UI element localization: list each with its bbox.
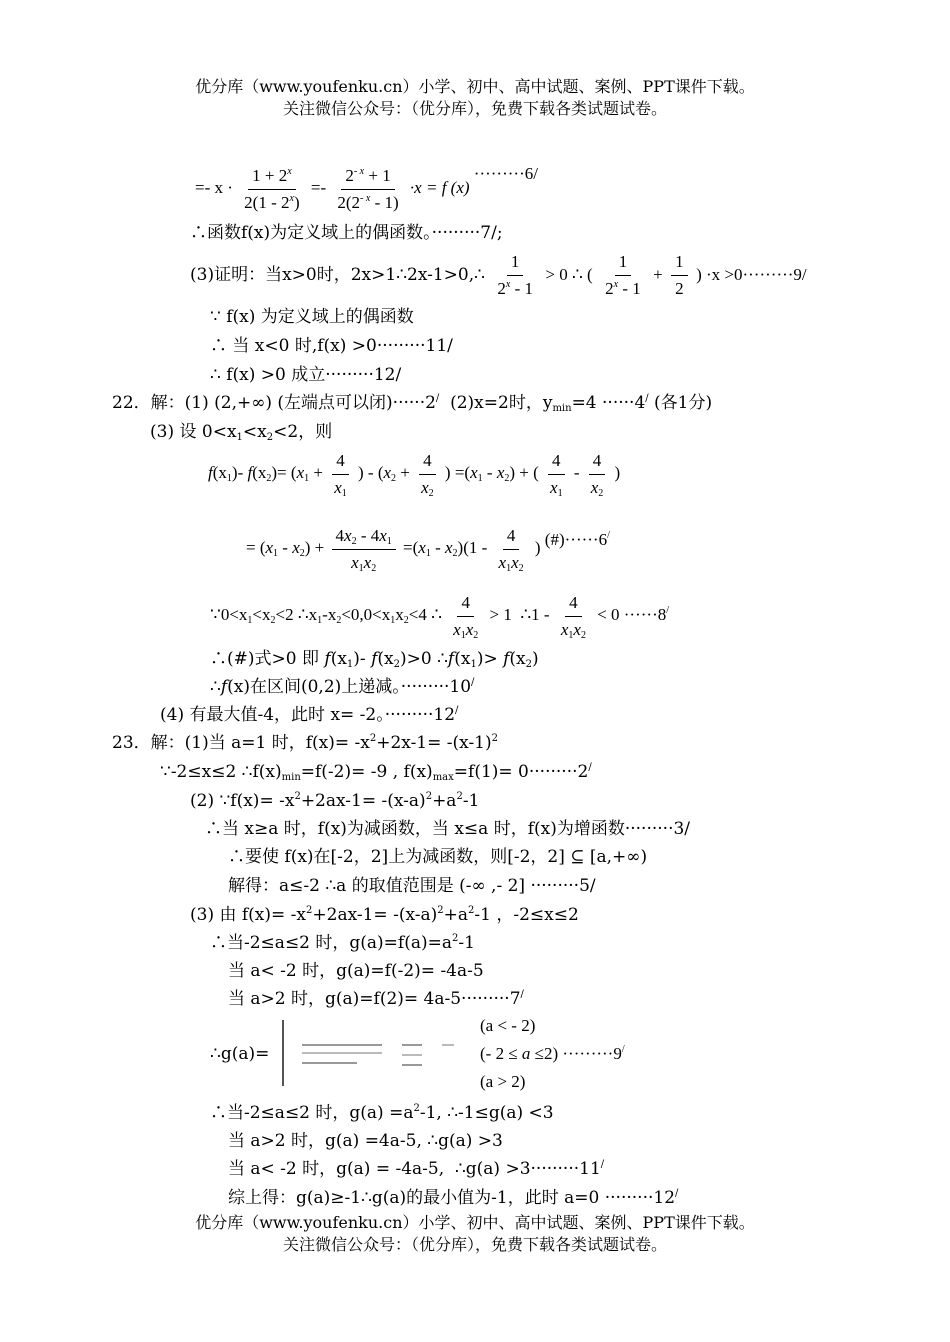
q22-diff-row-2: = $(x_1 - x_2)$ + $\frac{4x_2 - 4x_1}{x_1x_2}$ $=(x_1 - x_2)(1$ - $\frac{4}{x_1x_2}$ ) (#)······6/ (246, 525, 610, 574)
q21-even-line: ∵ f(x) 为定义域上的偶函数 (210, 307, 414, 327)
q23-line-4: ∴当 x≥a 时，f(x)为减函数，当 x≤a 时，f(x)为增函数·········3/ (205, 819, 691, 839)
q23-line-9: 当 a< -2 时，g(a)=f(-2)= -4a-5 (228, 961, 484, 981)
q21-eq-mid: =- (310, 178, 327, 197)
q23-line-10: 当 a>2 时，g(a)=f(2)= 4a-5·········7/ (228, 989, 524, 1009)
q21-p3-frac-den: 2$^x$ - 1 (497, 279, 533, 298)
q23-cases (480, 1012, 625, 1096)
q21-eq-end: ·x = f (x) (409, 178, 470, 197)
q22-diff-lhs: $f(x_1)-$ $f(x_2)=$ (208, 463, 287, 484)
q21-p3-frac2: $\frac{1}{2^x - 1}$ (605, 252, 641, 298)
q23-line-13: 当 a< -2 时，g(a) = -4a-5, ∴g(a) >3·········11/ (228, 1159, 605, 1179)
q23-line-6: 解得：a≤-2 ∴a 的取值范围是 (-∞ ,- 2] ·········5/ (228, 876, 596, 896)
q21-part3-proof (190, 247, 807, 303)
q21-frac1-num: $1 + 2^x$ (248, 165, 296, 190)
q23-line-14: 综上得：g(a)≥-1∴g(a)的最小值为-1，此时 a=0 ·········12/ (228, 1188, 679, 1208)
q21-p3-frac (493, 251, 537, 300)
q21-final-line: ∴ f(x) >0 成立·········12/ (210, 365, 402, 385)
q23-line-5: ∴要使 f(x)在[-2，2]上为减函数，则[-2，2] ⊆ [a,+∞) (228, 847, 648, 867)
q23-line-3: (2) ∵f(x)= $-x^2+2ax-1= -(x-a)^2+a^2-1$ (190, 791, 480, 811)
q22-condition-line: $\because 0<x_1<x_2<2$ $\therefore x_1-x_2<0,0<x_1x_2<4$ ∴ $\frac{4}{x_1x_2}$ > 1 ∴1 - $\frac{4}{x_1x_2}$ < 0 ······8/ (210, 592, 670, 641)
q23-line-8: ∴当-2≤a≤2 时，$g(a)=f(a)=a^2-1$ (210, 933, 475, 953)
footer-line-2: 关注微信公众号：（优分库），免费下载各类试题试卷。 (282, 1235, 667, 1254)
q23-line-2: ∵-2≤x≤2 $\therefore f(x)_{min}=f(-2)= -9$ , $f(x)_{max}=f(1)= 0\cdot\cdot\cdot\cdot\cdot\cdot\cdot\cdot\cdot 2^/$ (160, 762, 592, 783)
q21-p3-half: $\frac{1}{2}$ (671, 251, 688, 300)
q23-line-7: (3) 由 $f(x)= -x^2+2ax-1= -(x-a)^2+a^2-1$ ，-2≤x≤2 (190, 905, 579, 925)
q21-frac2-den: $2(2^{- x} - 1)$ (337, 192, 399, 212)
q23-case-1: (a < - 2) (480, 1016, 536, 1035)
q22-max-line: (4) 有最大值-4，此时 x= -2。·········12/ (160, 705, 459, 725)
q22-positive-line: ∴(#)式>0 即 $f(x_1)-$ $f(x_2)>0$ $\therefore f(x_1)> f(x_2)$ (210, 649, 539, 670)
q23-case-3: (a > 2) (480, 1072, 526, 1091)
header-line-2: 关注微信公众号：（优分库），免费下载各类试题试卷。 (282, 99, 667, 118)
q21-frac1-den: 2(1 - 2$^x$) (244, 192, 300, 212)
q23-line-12: 当 a>2 时，g(a) =4a-5, ∴g(a) >3 (228, 1131, 503, 1151)
q21-frac2 (333, 165, 402, 214)
q21-even-conclusion: ∴函数f(x)为定义域上的偶函数。·········7/; (190, 223, 503, 243)
q22-mark-hash: (#)······6/ (544, 530, 610, 549)
q21-p3-text: (3)证明：当x>0时，2x>1∴2x-1>0,∴ (190, 265, 485, 285)
q21-p3-plus: + (653, 265, 663, 284)
q22-line-1: 22．解：(1) (2,+∞) (左端点可以闭)······2/ (2)x=2时，$y_{min}=4 \cdot\cdot\cdot\cdot\cdot\cdot 4^/$ (各1分) (112, 393, 713, 414)
q21-frac2-num: $2^{- x} + 1$ (341, 165, 394, 190)
header-line-1: 优分库（www.youfenku.cn）小学、初中、高中试题、案例、PPT课件下载。 (195, 77, 755, 96)
q21-p3-end: ) ·x >0·········9/ (696, 265, 807, 284)
q21-mark-6: ·········6/ (473, 164, 538, 183)
q22-diff-row-1: $f(x_1)-$ $f(x_2)= (x_1$ + $\frac{4}{x_1}$ ) - ($x_2$ + $\frac{4}{x_2}$ ) $=(x_1 - x_2)$ + ( $\frac{4}{x_1}$ - $\frac{4}{x_2}$ ) (208, 450, 621, 499)
q22-decreasing-line: ∴f(x)在区间(0,2)上递减。·········10/ (210, 677, 475, 697)
q22-line-2: (3) 设 $0<x_1<x_2<2$，则 (150, 422, 333, 443)
footer-line-1: 优分库（www.youfenku.cn）小学、初中、高中试题、案例、PPT课件下载。 (195, 1213, 755, 1232)
q21-neg-line: ∴ 当 x<0 时,f(x) >0·········11/ (210, 336, 453, 356)
q23-line-1: 23．解：(1)当 a=1 时，$f(x)= -x^2+2x-1= -(x-1)^2$ (112, 733, 499, 753)
q21-eq-start: =- x · (195, 178, 233, 197)
q21-p3-gt0: > 0 ∴ ( (545, 265, 593, 284)
q23-piecewise-expressions (302, 1040, 462, 1072)
q23-case-2: (- 2 ≤ a ≤2) ·········9/ (480, 1044, 625, 1063)
q21-equation (195, 146, 538, 216)
q23-line-11: ∴当-2≤a≤2 时，$g(a) =a^2-1$, ∴-1≤g(a) <3 (210, 1103, 554, 1123)
q21-p3-frac-num: 1 (507, 251, 524, 276)
q23-g-label: ∴g(a)= (210, 1044, 270, 1064)
q21-frac1 (240, 165, 303, 214)
